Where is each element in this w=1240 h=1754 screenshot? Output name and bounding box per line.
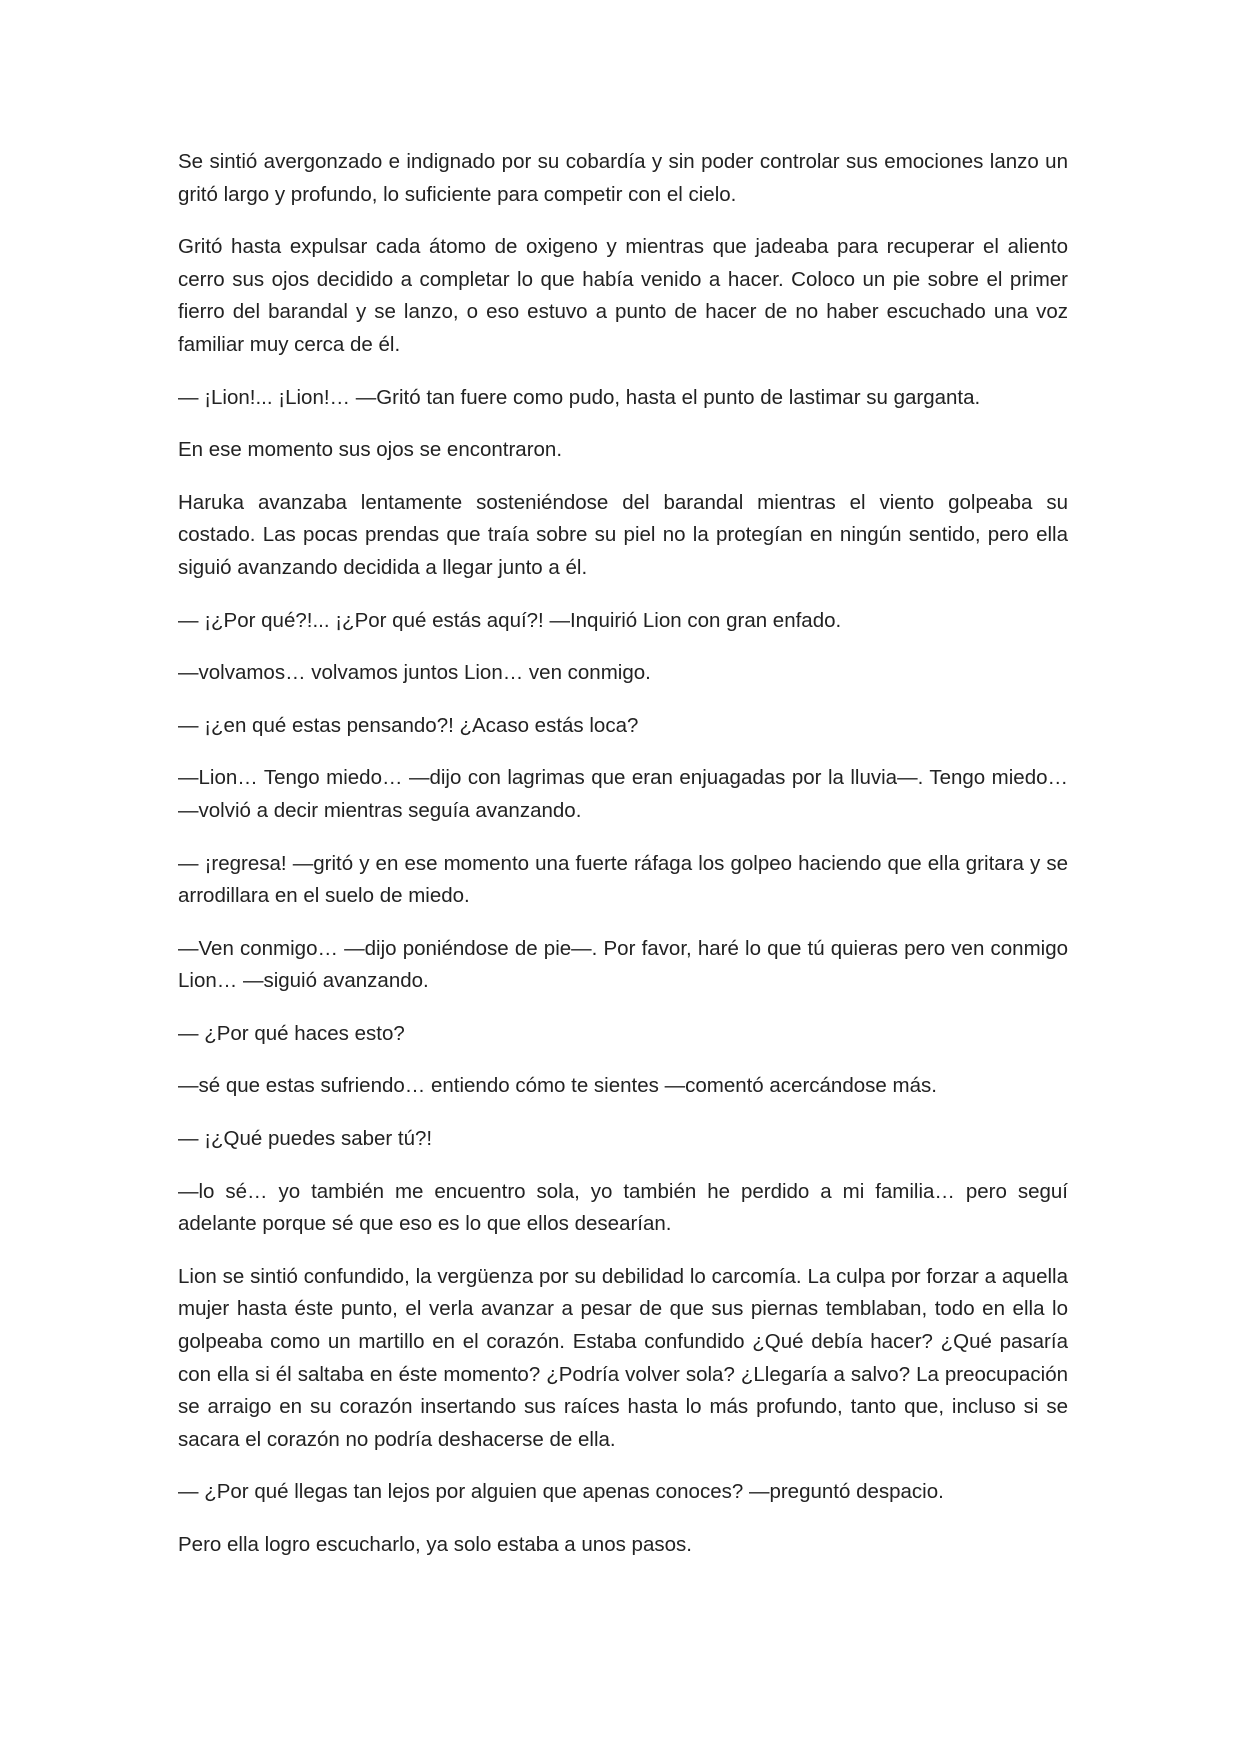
- paragraph: Haruka avanzaba lentamente sosteniéndose del barandal mientras el viento golpeaba su costado. Las pocas prendas que traía sobre su piel no la protegían en ningún sentido, pero ella siguió avanzando decidida a llegar junto a él.: [178, 490, 1068, 579]
- paragraph: — ¡Lion!... ¡Lion!… —Gritó tan fuere como pudo, hasta el punto de lastimar su garganta.: [178, 385, 981, 409]
- paragraph: —sé que estas sufriendo… entiendo cómo te sientes —comentó acercándose más.: [178, 1074, 937, 1098]
- paragraph: Se sintió avergonzado e indignado por su cobardía y sin poder controlar sus emociones lanzo un gritó largo y profundo, lo suficiente para competir con el cielo.: [178, 150, 1068, 206]
- paragraph: — ¡¿Por qué?!... ¡¿Por qué estás aquí?! —Inquirió Lion con gran enfado.: [178, 608, 842, 632]
- paragraph: En ese momento sus ojos se encontraron.: [178, 438, 563, 462]
- paragraph: — ¿Por qué llegas tan lejos por alguien que apenas conoces? —preguntó despacio.: [178, 1480, 944, 1504]
- paragraph: —Ven conmigo… —dijo poniéndose de pie—. Por favor, haré lo que tú quieras pero ven conmigo Lion… —siguió avanzando.: [178, 936, 1068, 993]
- paragraph: — ¿Por qué haces esto?: [178, 1021, 405, 1045]
- paragraph: Gritó hasta expulsar cada átomo de oxigeno y mientras que jadeaba para recuperar el aliento cerro sus ojos decidido a completar lo que había venido a hacer. Coloco un pie sobre el primer fierro del barandal y se lanzo, o eso estuvo a punto de hacer de no haber escuchado una voz familiar muy cerca de él.: [178, 235, 1068, 356]
- paragraph: — ¡¿Qué puedes saber tú?!: [178, 1127, 433, 1151]
- paragraph: —volvamos… volvamos juntos Lion… ven conmigo.: [178, 661, 651, 685]
- paragraph: — ¡regresa! —gritó y en ese momento una fuerte ráfaga los golpeo haciendo que ella gritara y se arrodillara en el suelo de miedo.: [178, 851, 1068, 908]
- paragraph: — ¡¿en qué estas pensando?! ¿Acaso estás loca?: [178, 713, 639, 737]
- paragraph: —lo sé… yo también me encuentro sola, yo también he perdido a mi familia… pero seguí adelante porque sé que eso es lo que ellos desearían.: [178, 1179, 1068, 1236]
- paragraph: —Lion… Tengo miedo… —dijo con lagrimas que eran enjuagadas por la lluvia—. Tengo miedo… —volvió a decir mientras seguía avanzando.: [178, 766, 1068, 822]
- paragraph: Lion se sintió confundido, la vergüenza por su debilidad lo carcomía. La culpa por forzar a aquella mujer hasta éste punto, el verla avanzar a pesar de que sus piernas temblaban, todo en ella lo golpeaba como un martillo en el corazón. Estaba confundido ¿Qué debía hacer? ¿Qué pasaría con ella si él saltaba en éste momento? ¿Podría volver sola? ¿Llegaría a salvo? La preocupación se arraigo en su corazón insertando sus raíces hasta lo más profundo, tanto que, incluso si se sacara el corazón no podría deshacerse de ella.: [178, 1264, 1068, 1451]
- document-body: [178, 146, 1068, 1582]
- paragraph: Pero ella logro escucharlo, ya solo estaba a unos pasos.: [178, 1533, 692, 1556]
